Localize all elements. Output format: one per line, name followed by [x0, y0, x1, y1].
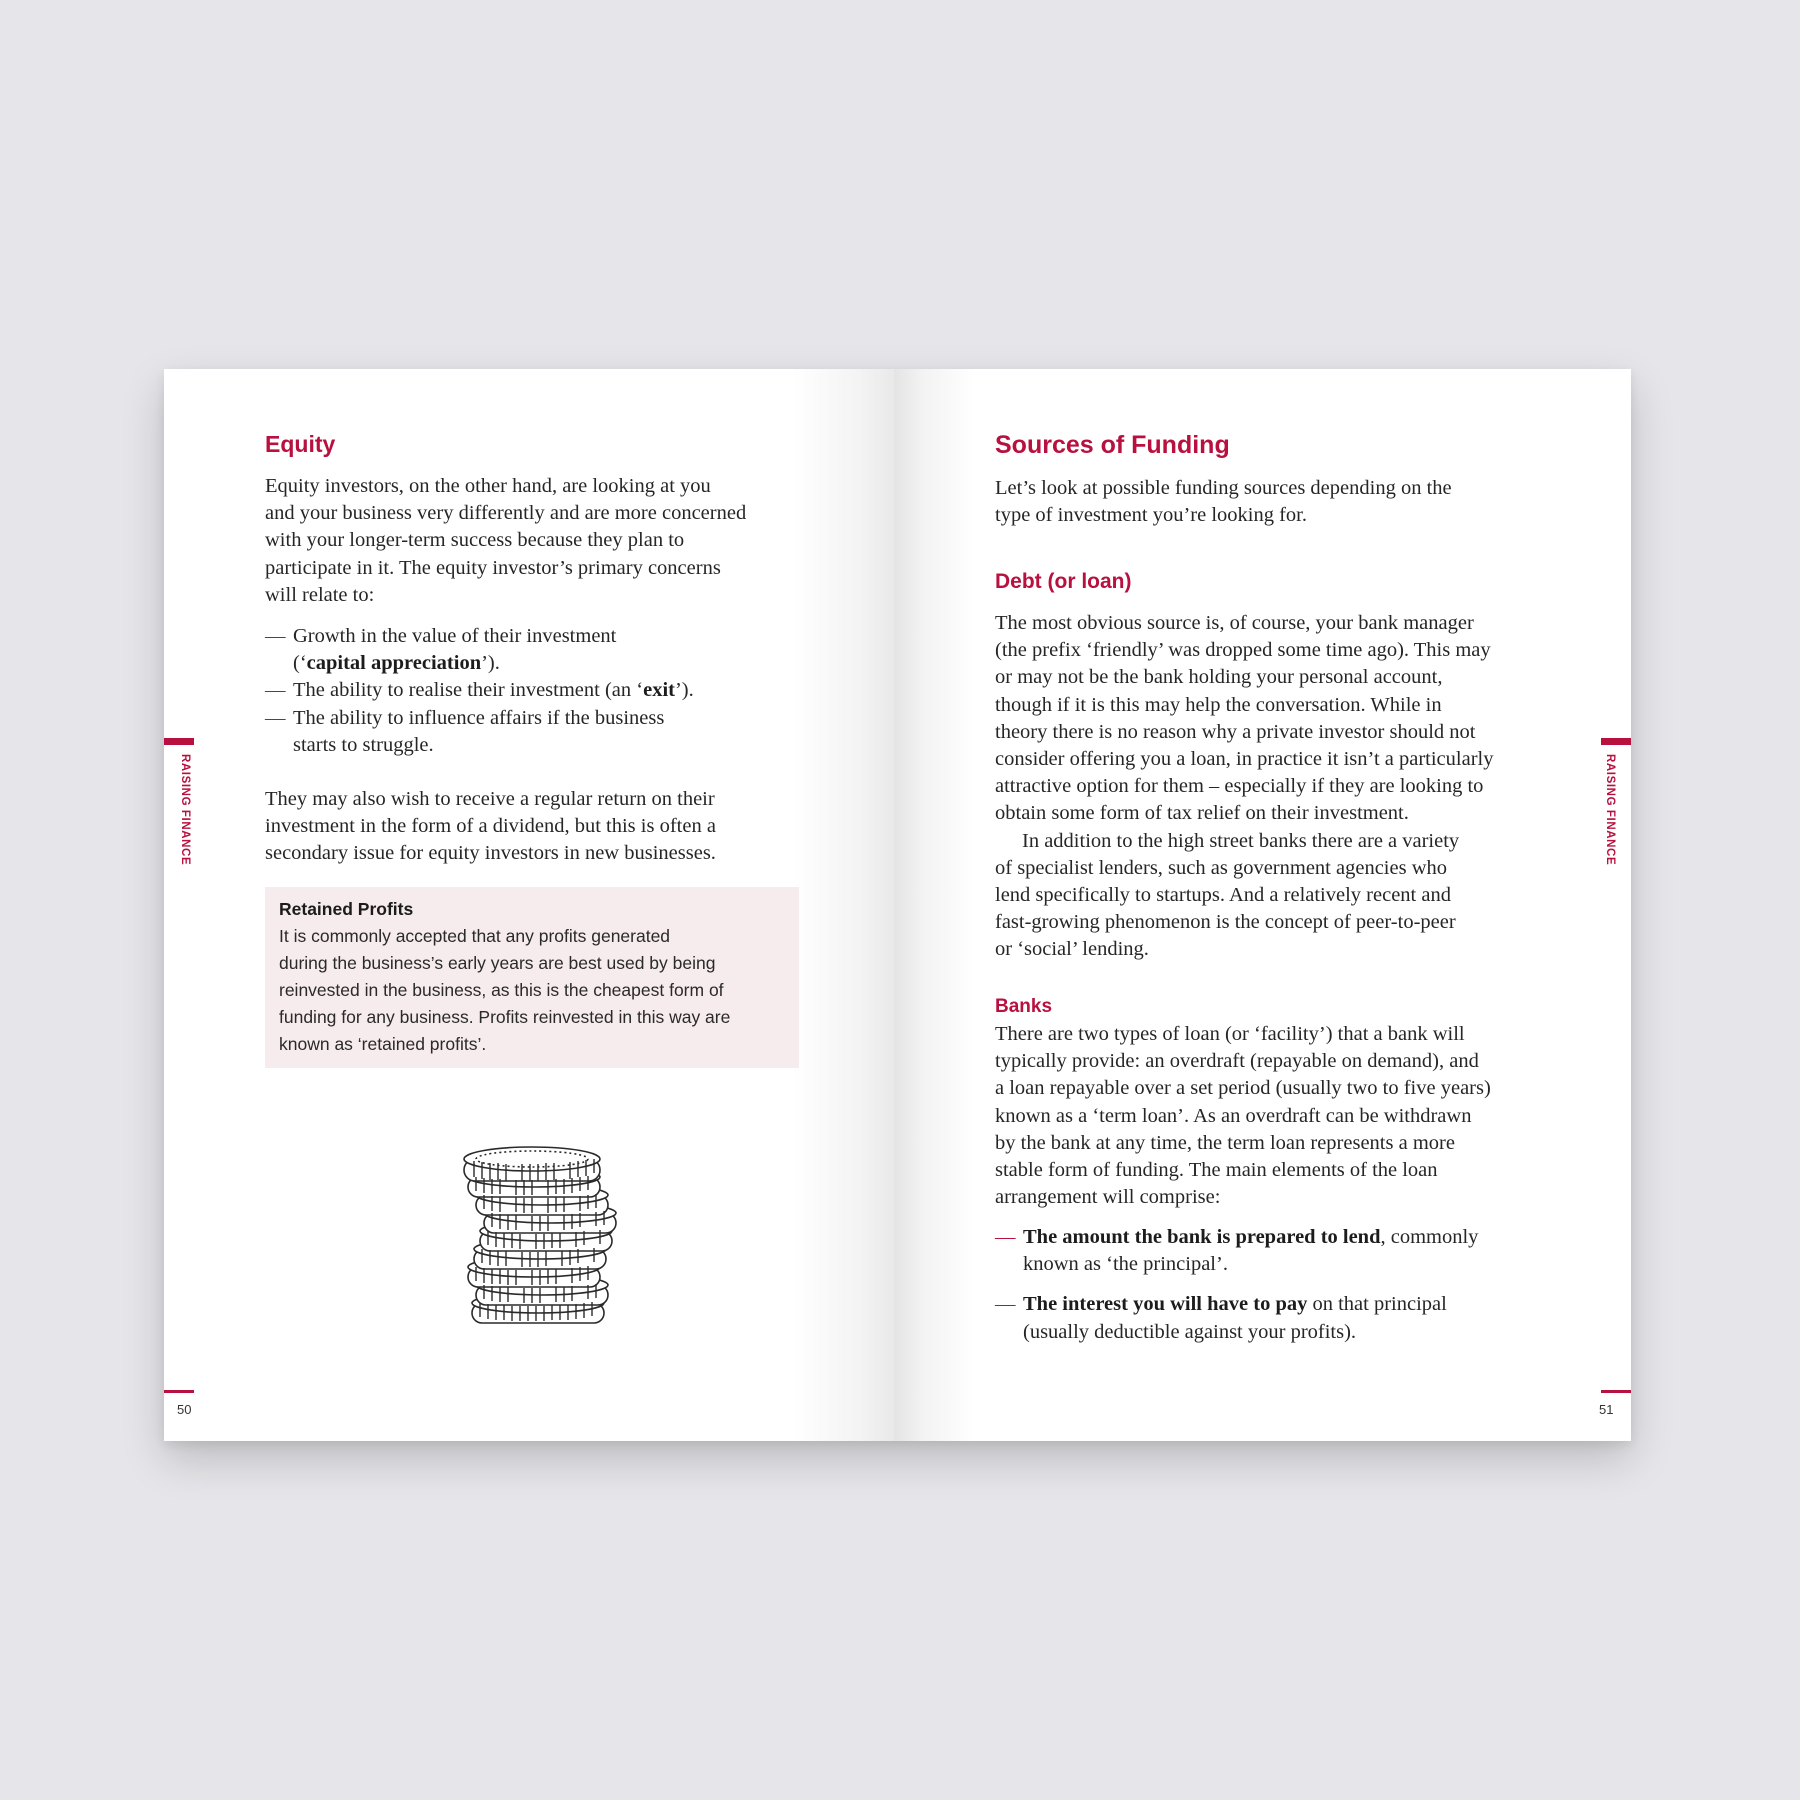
text-line: a loan repayable over a set period (usually two to five years) — [995, 1077, 1491, 1100]
dash-bullet-icon: — — [995, 1226, 1016, 1248]
text-line: type of investment you’re looking for. — [995, 504, 1307, 527]
list-item-line: known as ‘the principal’. — [1023, 1253, 1228, 1276]
capital-appreciation-term: capital appreciation — [306, 652, 482, 675]
text-line: typically provide: an overdraft (repayable on demand), and — [995, 1050, 1479, 1073]
retained-profits-callout — [265, 887, 799, 1068]
equity-intro-paragraph — [265, 473, 825, 609]
banks-heading: Banks — [995, 996, 1053, 1017]
text-line: known as ‘retained profits’. — [279, 1034, 487, 1054]
dash-bullet-icon: — — [995, 1293, 1016, 1316]
text-line: by the bank at any time, the term loan represents a more — [995, 1131, 1455, 1154]
page-number: 51 — [1599, 1402, 1614, 1417]
text-line: fast-growing phenomenon is the concept of peer-to-peer — [995, 911, 1456, 934]
side-tab-marker — [1601, 738, 1631, 745]
text-line: Equity investors, on the other hand, are looking at you — [265, 475, 711, 497]
side-tab-marker — [164, 738, 194, 745]
chapter-side-label: RAISING FINANCE — [1604, 754, 1616, 866]
page-number: 50 — [177, 1402, 192, 1417]
text-line: It is commonly accepted that any profits generated — [279, 926, 671, 946]
text-line: or ‘social’ lending. — [995, 938, 1149, 961]
list-item — [995, 1291, 1555, 1345]
text-line: arrangement will comprise: — [995, 1186, 1221, 1209]
text-line: In addition to the high street banks there are a variety — [1022, 829, 1460, 852]
right-page — [894, 369, 1631, 1441]
sources-intro-paragraph — [995, 475, 1555, 529]
chapter-side-label: RAISING FINANCE — [179, 754, 191, 866]
list-item-line: Growth in the value of their investment — [293, 625, 617, 647]
dash-bullet-icon: — — [265, 706, 286, 729]
text-line: or may not be the bank holding your personal account, — [995, 666, 1443, 689]
left-page — [164, 369, 894, 1441]
text-line: participate in it. The equity investor’s primary concerns — [265, 556, 721, 579]
text-line: of specialist lenders, such as government agencies who — [995, 856, 1448, 879]
debt-heading: Debt (or loan) — [995, 570, 1132, 593]
list-item — [265, 623, 805, 677]
list-item — [265, 677, 805, 704]
list-item — [995, 1224, 1555, 1278]
text-line: They may also wish to receive a regular return on their — [265, 788, 715, 810]
sources-of-funding-heading: Sources of Funding — [995, 431, 1230, 459]
text-line: There are two types of loan (or ‘facility’) that a bank will — [995, 1023, 1465, 1045]
banks-paragraph — [995, 1021, 1565, 1211]
callout-title: Retained Profits — [279, 899, 414, 919]
text-line: with your longer-term success because they plan to — [265, 529, 685, 552]
text-line: investment in the form of a dividend, but this is often a — [265, 815, 716, 838]
callout-body — [279, 923, 785, 1058]
text-line: lend specifically to startups. And a relatively recent and — [995, 884, 1451, 907]
exit-term: exit — [643, 679, 675, 702]
text-line: The most obvious source is, of course, your bank manager — [995, 612, 1474, 634]
text-line: during the business’s early years are best used by being — [279, 953, 716, 973]
list-item — [265, 705, 805, 759]
text-line: though if it is this may help the conversation. While in — [995, 693, 1442, 716]
list-item-line: The ability to influence affairs if the business — [293, 706, 665, 729]
list-item-line: (usually deductible against your profits). — [1023, 1320, 1357, 1343]
text-line: will relate to: — [265, 583, 375, 606]
dash-bullet-icon: — — [265, 625, 286, 647]
footer-rule — [1601, 1390, 1631, 1393]
text-line: funding for any business. Profits reinvested in this way are — [279, 1007, 731, 1027]
loan-elements-list — [995, 1224, 1555, 1346]
book-spread — [164, 369, 1631, 1441]
list-item-line: starts to struggle. — [293, 733, 434, 756]
text-line: known as a ‘term loan’. As an overdraft can be withdrawn — [995, 1104, 1472, 1127]
text-line: and your business very differently and are more concerned — [265, 502, 747, 525]
coin-stack-icon — [454, 1139, 624, 1349]
text-line: (the prefix ‘friendly’ was dropped some time ago). This may — [995, 639, 1491, 662]
dash-bullet-icon: — — [265, 679, 286, 702]
text-line: secondary issue for equity investors in new businesses. — [265, 842, 716, 865]
dividend-paragraph — [265, 786, 825, 868]
list-item-line: The interest you will have to pay on that principal — [1023, 1293, 1447, 1316]
equity-heading: Equity — [265, 431, 336, 457]
text-line: theory there is no reason why a private investor should not — [995, 720, 1476, 743]
list-item-line: The amount the bank is prepared to lend, commonly — [1023, 1226, 1479, 1248]
text-line: stable form of funding. The main elements of the loan — [995, 1159, 1438, 1182]
text-line: consider offering you a loan, in practice it isn’t a particularly — [995, 748, 1494, 771]
list-item-line: The ability to realise their investment (an ‘exit’). — [293, 679, 694, 702]
text-line: attractive option for them – especially if they are looking to — [995, 775, 1484, 798]
footer-rule — [164, 1390, 194, 1393]
equity-concerns-list — [265, 623, 805, 759]
text-line: obtain some form of tax relief on their investment. — [995, 802, 1409, 825]
list-item-line: (‘capital appreciation’). — [293, 652, 500, 675]
text-line: Let’s look at possible funding sources depending on the — [995, 477, 1452, 499]
debt-paragraph — [995, 610, 1555, 964]
text-line: reinvested in the business, as this is the cheapest form of — [279, 980, 724, 1000]
